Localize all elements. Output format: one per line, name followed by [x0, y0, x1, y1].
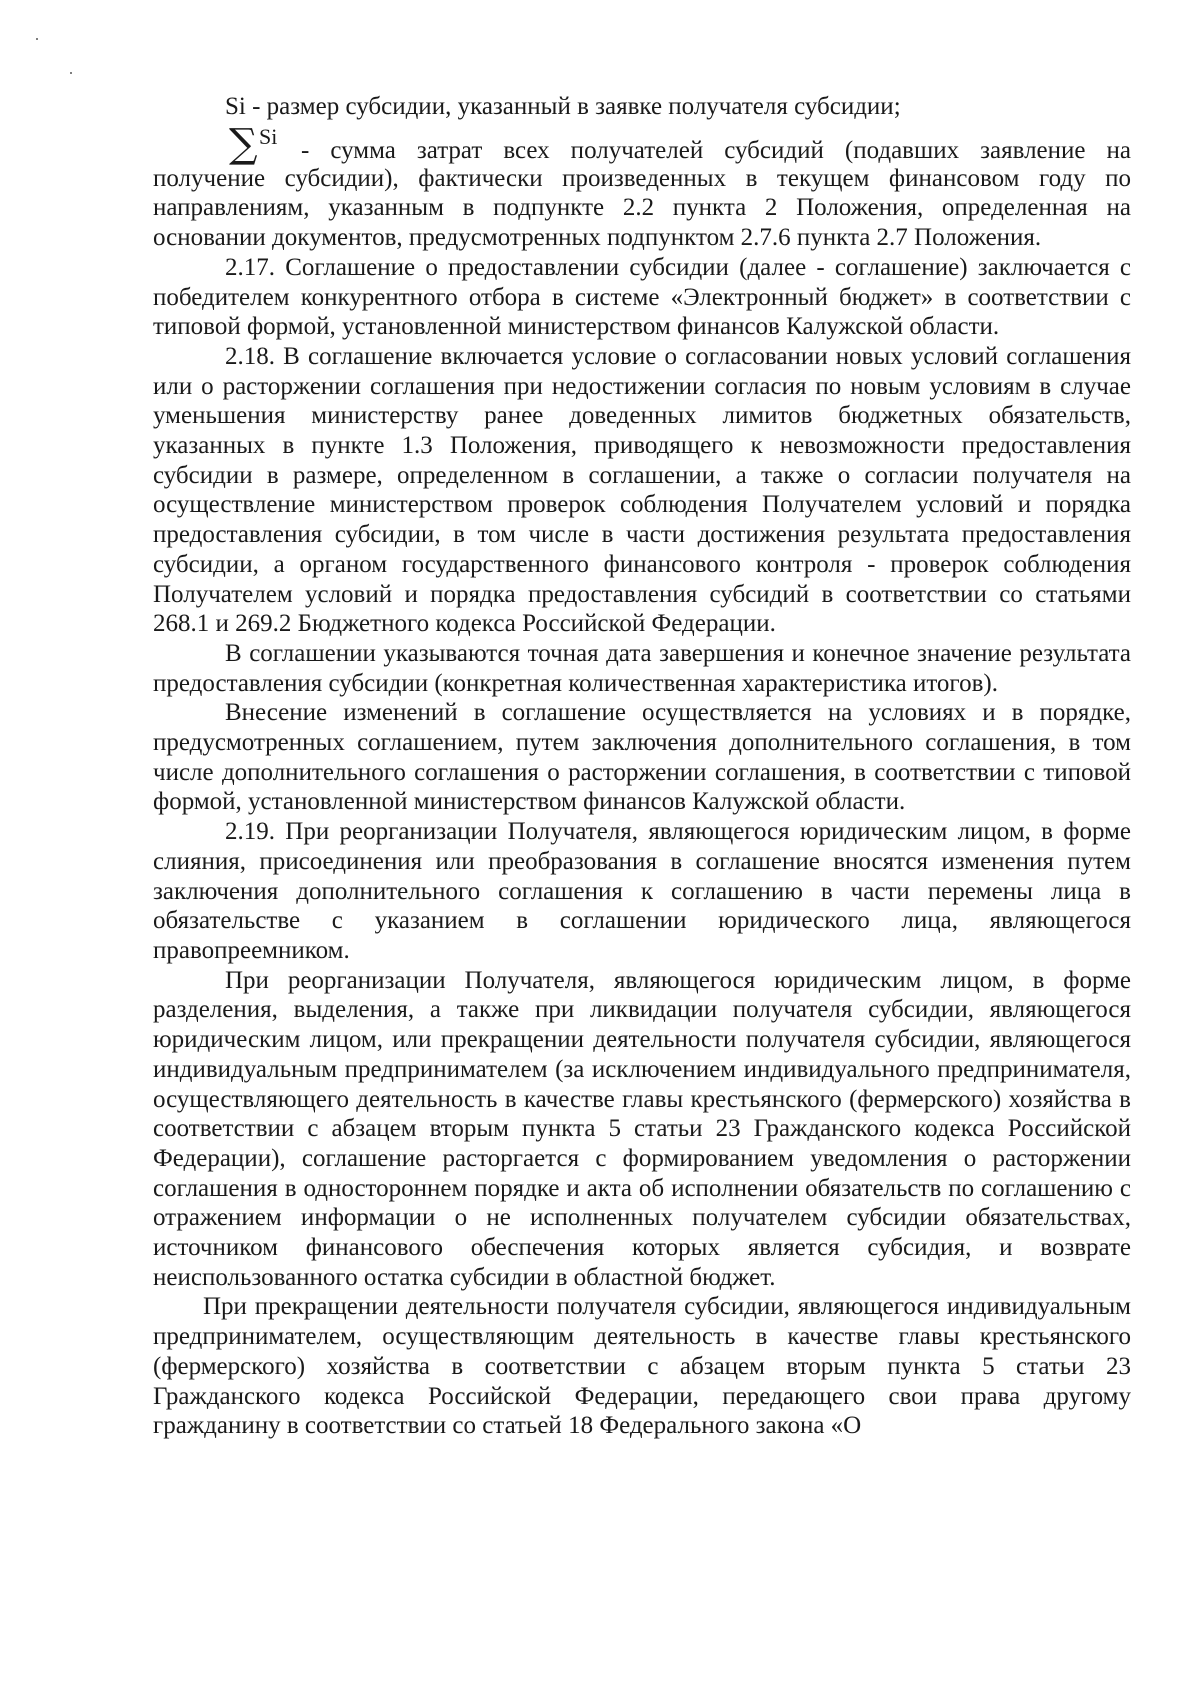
- paragraph-si-definition: Si - размер субсидии, указанный в заявке получателя субсидии;: [225, 93, 901, 120]
- sum-definition-continuation: получение субсидии), фактически произведенных в текущем финансовом году по направлениям, указанным в подпункте 2.2 пункта 2 Положения, определенная на основании документов, предусмотренных подпунктом 2.7.6 пункта 2.7 Положения.: [153, 164, 1131, 252]
- sum-symbol: ∑: [229, 120, 258, 167]
- sum-formula-line: [153, 120, 1131, 167]
- scan-artifact-dot: [36, 38, 38, 40]
- document-body: [153, 92, 1131, 1441]
- paragraph-2-17: 2.17. Соглашение о предоставлении субсидии (далее - соглашение) заключается с победителем конкурентного отбора в системе «Электронный бюджет» в соответствии с типовой формой, установленной министерством финансов Калужской области.: [153, 253, 1131, 341]
- paragraph-2-19: 2.19. При реорганизации Получателя, являющегося юридическим лицом, в форме слияния, присоединения или преобразования в соглашение вносятся изменения путем заключения дополнительного соглашения к соглашению в части перемены лица в обязательстве с указанием в соглашении юридического лица, являющегося правопреемником.: [153, 818, 1131, 964]
- scan-artifact-dot: [70, 72, 72, 74]
- paragraph-termination: При прекращении деятельности получателя субсидии, являющегося индивидуальным предпринимателем, осуществляющим деятельность в качестве главы крестьянского (фермерского) хозяйства в соответствии с абзацем вторым пункта 5 статьи 23 Гражданского кодекса Российской Федерации, передающего свои права другому гражданину в соответствии со статьей 18 Федерального закона «О: [153, 1293, 1131, 1440]
- paragraph-reorganization: При реорганизации Получателя, являющегося юридическим лицом, в форме разделения, выделения, а также при ликвидации получателя субсидии, являющегося юридическим лицом, или прекращении деятельности получателя субсидии, являющегося индивидуальным предпринимателем (за исключением индивидуального предпринимателя, осуществляющего деятельность в качестве главы крестьянского (фермерского) хозяйства в соответствии с абзацем вторым пункта 5 статьи 23 Гражданского кодекса Российской Федерации), соглашение расторгается с формированием уведомления о расторжении соглашения в одностороннем порядке и акта об исполнении обязательств по соглашению с отражением информации о не исполненных получателем субсидии обязательствах, источником финансового обеспечения которых является субсидия, и возврате неиспользованного остатка субсидии в областной бюджет.: [153, 966, 1131, 1291]
- paragraph-2-18: 2.18. В соглашение включается условие о согласовании новых условий соглашения или о расторжении соглашения при недостижении согласия по новым условиям в случае уменьшения министерству ранее доведенных лимитов бюджетных обязательств, указанных в пункте 1.3 Положения, приводящего к невозможности предоставления субсидии в размере, определенном в соглашении, а также о согласии получателя на осуществление министерством проверок соблюдения Получателем условий и порядка предоставления субсидии, в том числе в части достижения результата предоставления субсидии, а органом государственного финансового контроля - проверок соблюдения Получателем условий и порядка предоставления субсидий в соответствии со статьями 268.1 и 269.2 Бюджетного кодекса Российской Федерации.: [153, 342, 1131, 638]
- sum-subscript: Si: [259, 123, 278, 149]
- paragraph-result: В соглашении указываются точная дата завершения и конечное значение результата предоставления субсидии (конкретная количественная характеристика итогов).: [153, 639, 1131, 697]
- paragraph-changes: Внесение изменений в соглашение осуществляется на условиях и в порядке, предусмотренных соглашением, путем заключения дополнительного соглашения, в том числе дополнительного соглашения о расторжении соглашения, в соответствии с типовой формой, установленной министерством финансов Калужской области.: [153, 699, 1131, 816]
- sum-definition-first-line: - сумма затрат всех получателей субсидий (подавших заявление на: [301, 136, 1131, 164]
